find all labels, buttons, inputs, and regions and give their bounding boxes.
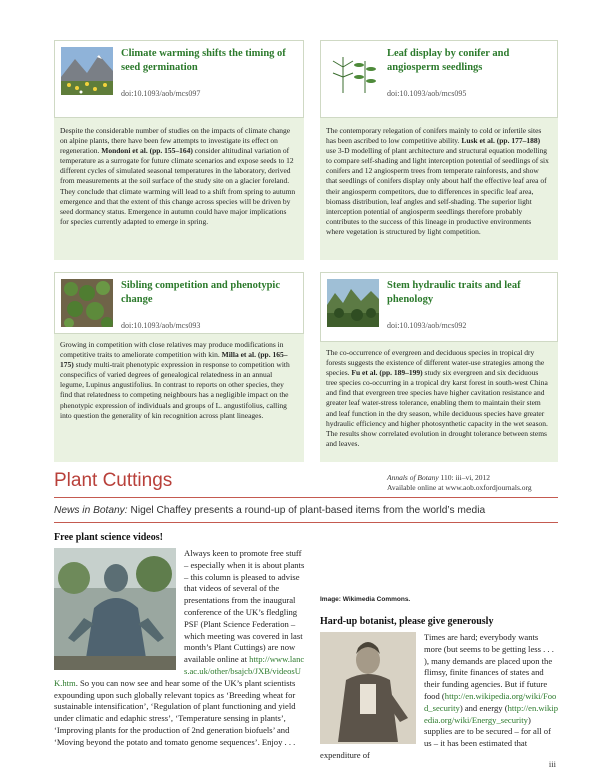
journal-citation: Annals of Botany 110: iii–vi, 2012 Available online at www.aob.oxfordjournals.org [387, 473, 532, 492]
panel-body: The contemporary relegation of conifers mainly to cold or infertile sites has been ascribed to low competitive ability. Lusk et al. (pp. 177–188) use 3-D modelling of plant architecture and structural equation modelling to compare self-shading and light interception potential of seedlings of six conifers and 12 angiosperm trees from temperate rainforests, and show that seedlings of conifers display only about half the effective leaf area of their angiosperm competitors, due to differences in specific leaf area, biomass distribution, leaf angles and self-shading. The superior light interception potential of angiosperm seedlings therefore probably contributes to the success of this lineage in productive environments where vegetation is structured by light competition. [326, 126, 549, 236]
videos-link[interactable]: http://www.lancs.ac.uk/other/bsajcb/JXB/videosUK.htm [54, 654, 305, 688]
article-title: Free plant science videos! [54, 532, 163, 543]
panel-body: Despite the considerable number of studies on the impacts of climate change on alpine plants, there have been few attempts to investigate its effect on regeneration. Mondoni et al. (pp. 155–164) consider altitudinal variation of temperature as a surrogate for future climate scenarios and expose seeds to 12 different cycles of simulated seasonal temperatures in the laboratory, derived from measurements at the soil surface of the study site on a glacier foreland. They conclude that climate warming will lead to a shift from spring to autumn emergence and that the extent of this change across species will be driven by seed dormancy status. Emergence in autumn could have major implications for species currently adapted to emerge in spring. [60, 126, 296, 226]
divider [54, 522, 558, 523]
panel-header-box [320, 272, 558, 342]
available-online: Available online at www.aob.oxfordjournals.org [387, 483, 532, 492]
divider [54, 497, 558, 498]
article-continuation [320, 548, 558, 584]
panel-title: Stem hydraulic traits and leaf phenology [387, 280, 521, 305]
panel-title: Leaf display by conifer and angiosperm seedlings [387, 48, 510, 73]
image-credit: Image: Wikimedia Commons. [320, 596, 411, 603]
lupin-plants-icon [61, 279, 113, 327]
article-title: Hard-up botanist, please give generously [320, 616, 494, 627]
section-heading: Plant Cuttings [54, 470, 173, 491]
seedling-model-icon [327, 47, 379, 95]
news-in-botany-line: News in Botany: Nigel Chaffey presents a round-up of plant-based items from the world’s media [54, 505, 486, 516]
article-body: Times are hard; everybody wants more (but seems to be getting less . . . ), many demands are placed upon the flimsy, finite finances of states and their funding agencies. But if future food (http://en.wikipedia.org/wiki/Food_security) and energy (http://en.wikipedia.org/wiki/Energy_security) supplies are to be secured – for all of us – it has been estimated that expenditure of [320, 632, 558, 760]
panel-doi[interactable]: doi:10.1093/aob/mcs097 [121, 89, 201, 98]
food-security-link[interactable]: http://en.wikipedia.org/wiki/Food_security [424, 690, 557, 713]
summary-panel-sibling [54, 272, 304, 462]
panel-header-box [54, 272, 304, 334]
karst-forest-icon [327, 279, 379, 327]
panel-doi[interactable]: doi:10.1093/aob/mcs095 [387, 89, 467, 98]
panel-header-box [54, 40, 304, 118]
author-ref: Milla et al. (pp. 165–175) [60, 350, 288, 370]
author-ref: Fu et al. (pp. 189–199) [351, 368, 423, 378]
author-ref: Lusk et al. (pp. 177–188) [461, 136, 541, 146]
panel-title: Climate warming shifts the timing of seed germination [121, 48, 286, 73]
journal-name: Annals of Botany [387, 473, 439, 482]
panel-body: Growing in competition with close relatives may produce modifications in competitive traits to ameliorate competition with kin. Milla et al. (pp. 165–175) study multi-trait phenotypic expression in response to competition with conspecifics of varied degrees of genealogical relatedness in an annual legume, Lupinus angustifolius. In contrast to reports on other species, they find that relatedness to competing neighbours has a negligible impact on the phenotypic expression of individuals and groups of L. angustifolius, calling into question the generality of kin recognition across plant lineages. [60, 340, 290, 420]
page-number: iii [548, 759, 556, 769]
panel-header-box [320, 40, 558, 118]
energy-security-link[interactable]: http://en.wikipedia.org/wiki/Energy_security [424, 702, 558, 725]
panel-title: Sibling competition and phenotypic change [121, 280, 280, 305]
summary-panel-hydraulic [320, 272, 558, 462]
summary-panel-climate [54, 40, 304, 260]
panel-doi[interactable]: doi:10.1093/aob/mcs093 [121, 321, 201, 330]
alpine-flowers-icon [61, 47, 113, 95]
summary-panel-leaf-display [320, 40, 558, 260]
panel-body: The co-occurrence of evergreen and deciduous species in tropical dry forests suggests the existence of different water-use strategies among the species. Fu et al. (pp. 189–199) study six evergreen and six deciduous tree species co-occurring in a tropical dry karst forest in south-west China and find that evergreen tree species have higher cavitation resistance and greater leaf water-stress tolerance, enabling them to maintain their stem and leaf function in the dry season, while deciduous species have greater hydraulic efficiency and higher photosynthetic capacity in the wet season. The results show correlated evolution in drought tolerance between stems and leaves. [326, 348, 548, 448]
article-body: Always keen to promote free stuff – especially when it is about plants – this column is pleased to advise that videos of several of the presentations from the inaugural conference of the UK’s fledgling PSF (Plant Science Federation – which meeting was covered in last month’s Plant Cuttings) are now available online at http://www.lancs.ac.uk/other/bsajcb/JXB/videosUK.htm. So you can now see and hear some of the UK’s plant scientists expounding upon such globally relevant topics as ‘Breeding wheat for sustainable intensification’, ‘Regulation of plant functioning and yield under climatic and edaphic stress’, ‘Temperature sensing in plants’, ‘Improving plants for the production of 2nd generation biofuels’ and ‘Moving beyond the potato and tomato genome sequences’. Enjoy . . . [54, 548, 305, 747]
author-ref: Mondoni et al. (pp. 155–164) [101, 146, 193, 156]
panel-doi[interactable]: doi:10.1093/aob/mcs092 [387, 321, 467, 330]
